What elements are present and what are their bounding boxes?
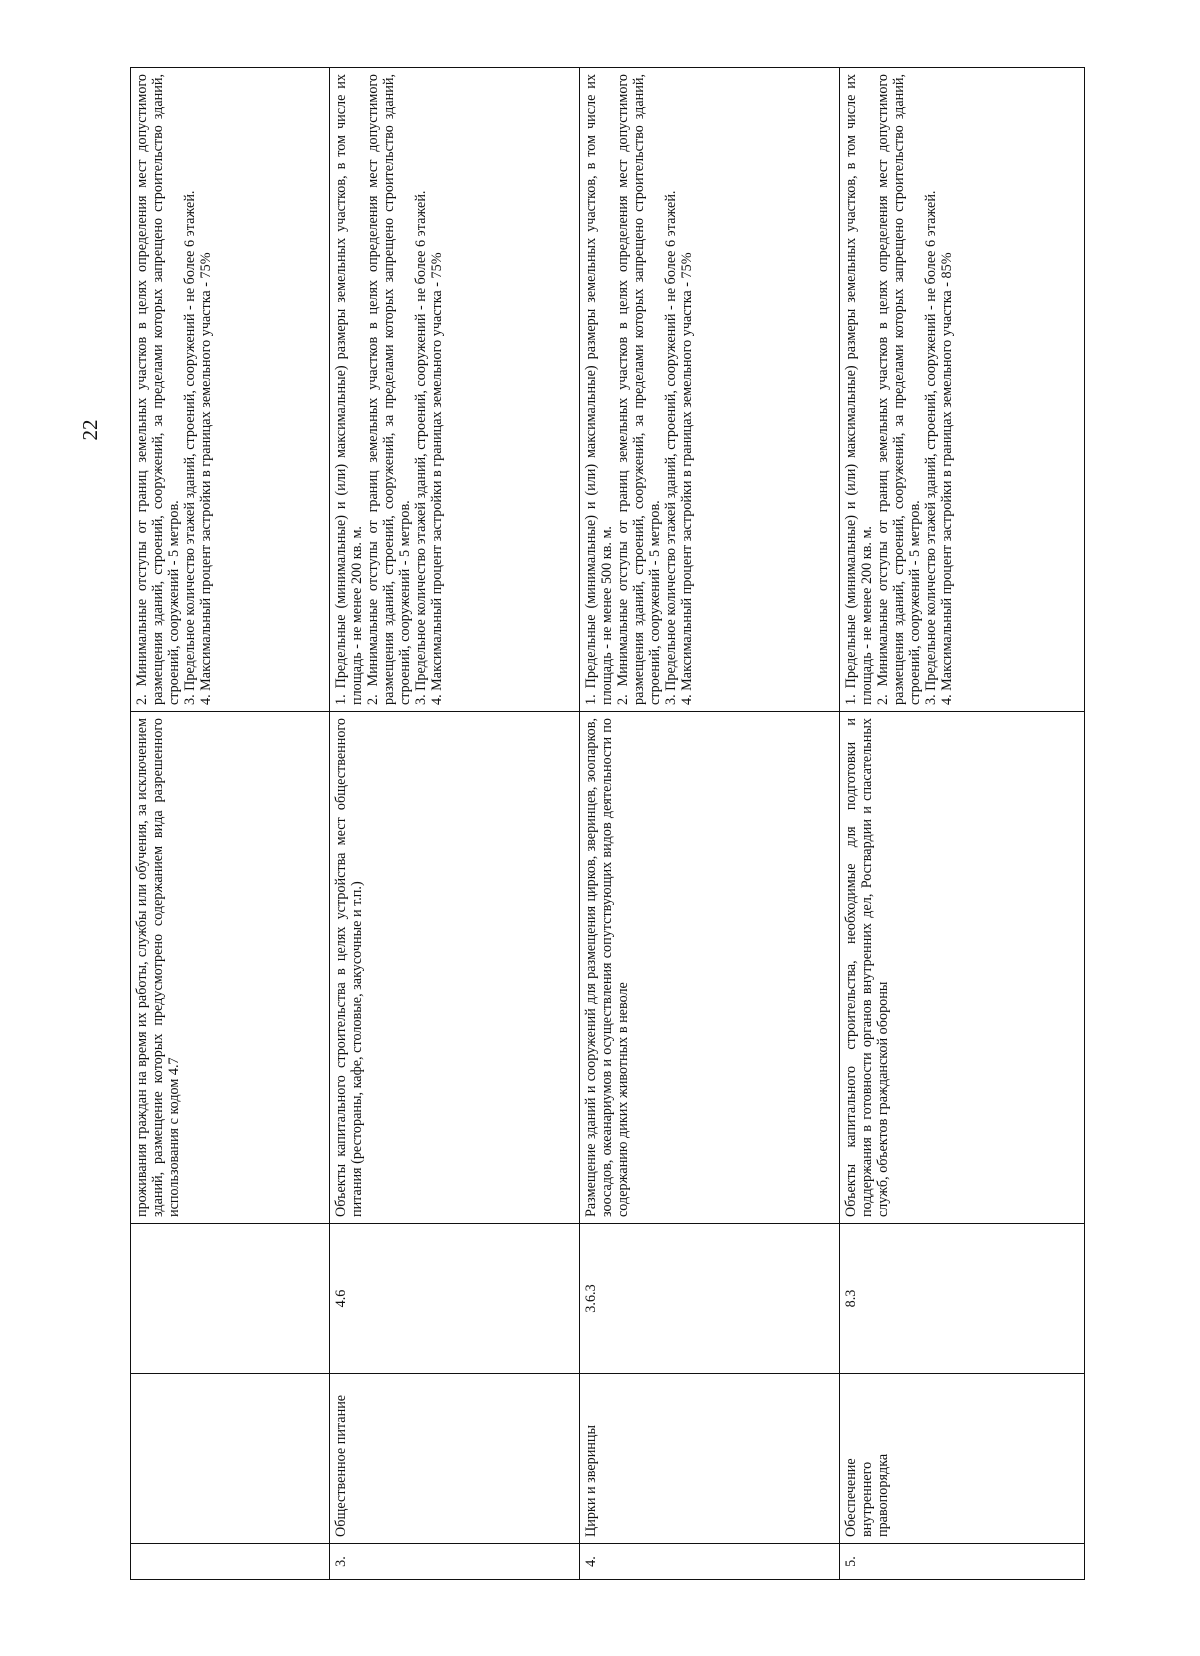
parameter-item: 4. Максимальный процент застройки в границах земельного участка - 75% xyxy=(198,252,214,705)
row-number xyxy=(131,1544,330,1580)
use-code xyxy=(131,1224,330,1374)
parameter-item: 3. Предельное количество этажей зданий, строений, сооружений - не более 6 этажей. xyxy=(412,190,429,705)
table-row xyxy=(329,68,579,1580)
use-code: 3.6.3 xyxy=(579,1224,839,1374)
use-description: проживания граждан на время их работы, службы или обучения, за исключением зданий, размещение которых предусмотрено содержанием вида разрешенного использования с кодом 4.7 xyxy=(131,712,330,1224)
table-row xyxy=(131,68,330,1580)
use-description: Объекты капитального строительства, необходимые для подготовки и поддержания в готовности органов внутренних дел, Росгвардии и спасательных служб, объектов гражданской обороны xyxy=(840,712,1085,1224)
parameter-item: 1. Предельные (минимальные) и (или) максимальные) размеры земельных участков, в том числе их площадь - не менее 200 кв. м. xyxy=(843,74,876,705)
parameter-item: 1. Предельные (минимальные) и (или) максимальные) размеры земельных участков, в том числе их площадь - не менее 200 кв. м. xyxy=(332,74,365,705)
use-description: Размещение зданий и сооружений для размещения цирков, зверинцев, зоопарков, зоосадов, океанариумов и осуществления сопутствующих видов деятельности по содержанию диких животных в неволе xyxy=(579,712,839,1224)
parameter-item: 3. Предельное количество этажей зданий, строений, сооружений - не более 6 этажей. xyxy=(182,190,198,705)
use-description: Объекты капитального строительства в целях устройства мест общественного питания (рестораны, кафе, столовые, закусочные и т.п.) xyxy=(329,712,579,1224)
use-parameters xyxy=(131,68,330,712)
use-parameters xyxy=(329,68,579,712)
use-parameters xyxy=(579,68,839,712)
row-number: 5. xyxy=(840,1544,1085,1580)
parameter-item: 3. Предельное количество этажей зданий, строений, сооружений - не более 6 этажей. xyxy=(923,190,940,705)
parameter-item: 1. Предельные (минимальные) и (или) максимальные) размеры земельных участков, в том числе их площадь - не менее 500 кв. м. xyxy=(582,74,615,705)
parameter-item: 3. Предельное количество этажей зданий, строений, сооружений - не более 6 этажей. xyxy=(662,190,679,705)
parameter-item: 2. Минимальные отступы от границ земельных участков в целях определения мест допустимого размещения зданий, строений, сооружений, за пределами которых запрещено строительство зданий, строений, сооружений - 5 метров. xyxy=(134,74,182,705)
page-number: 22 xyxy=(78,419,102,441)
zoning-table xyxy=(130,67,1085,1580)
use-code: 8.3 xyxy=(840,1224,1085,1374)
parameter-item: 4. Максимальный процент застройки в границах земельного участка - 75% xyxy=(678,252,695,705)
use-code: 4.6 xyxy=(329,1224,579,1374)
table-row xyxy=(840,68,1085,1580)
use-name: Обеспечение внутреннего правопорядка xyxy=(840,1374,1085,1544)
parameter-item: 2. Минимальные отступы от границ земельных участков в целях определения мест допустимого размещения зданий, строений, сооружений, за пределами которых запрещено строительство зданий, строений, сооружений - 5 метров. xyxy=(614,74,663,705)
parameter-item: 2. Минимальные отступы от границ земельных участков в целях определения мест допустимого размещения зданий, строений, сооружений, за пределами которых запрещено строительство зданий, строений, сооружений - 5 метров. xyxy=(875,74,924,705)
parameter-item: 2. Минимальные отступы от границ земельных участков в целях определения мест допустимого размещения зданий, строений, сооружений, за пределами которых запрещено строительство зданий, строений, сооружений - 5 метров. xyxy=(364,74,413,705)
use-name xyxy=(131,1374,330,1544)
zoning-table-container xyxy=(130,68,1085,1580)
table-row xyxy=(579,68,839,1580)
use-name: Цирки и зверинцы xyxy=(579,1374,839,1544)
row-number: 3. xyxy=(329,1544,579,1580)
row-number: 4. xyxy=(579,1544,839,1580)
parameter-item: 4. Максимальный процент застройки в границах земельного участка - 85% xyxy=(939,252,956,705)
parameter-item: 4. Максимальный процент застройки в границах земельного участка - 75% xyxy=(428,252,445,705)
use-name: Общественное питание xyxy=(329,1374,579,1544)
use-parameters xyxy=(840,68,1085,712)
